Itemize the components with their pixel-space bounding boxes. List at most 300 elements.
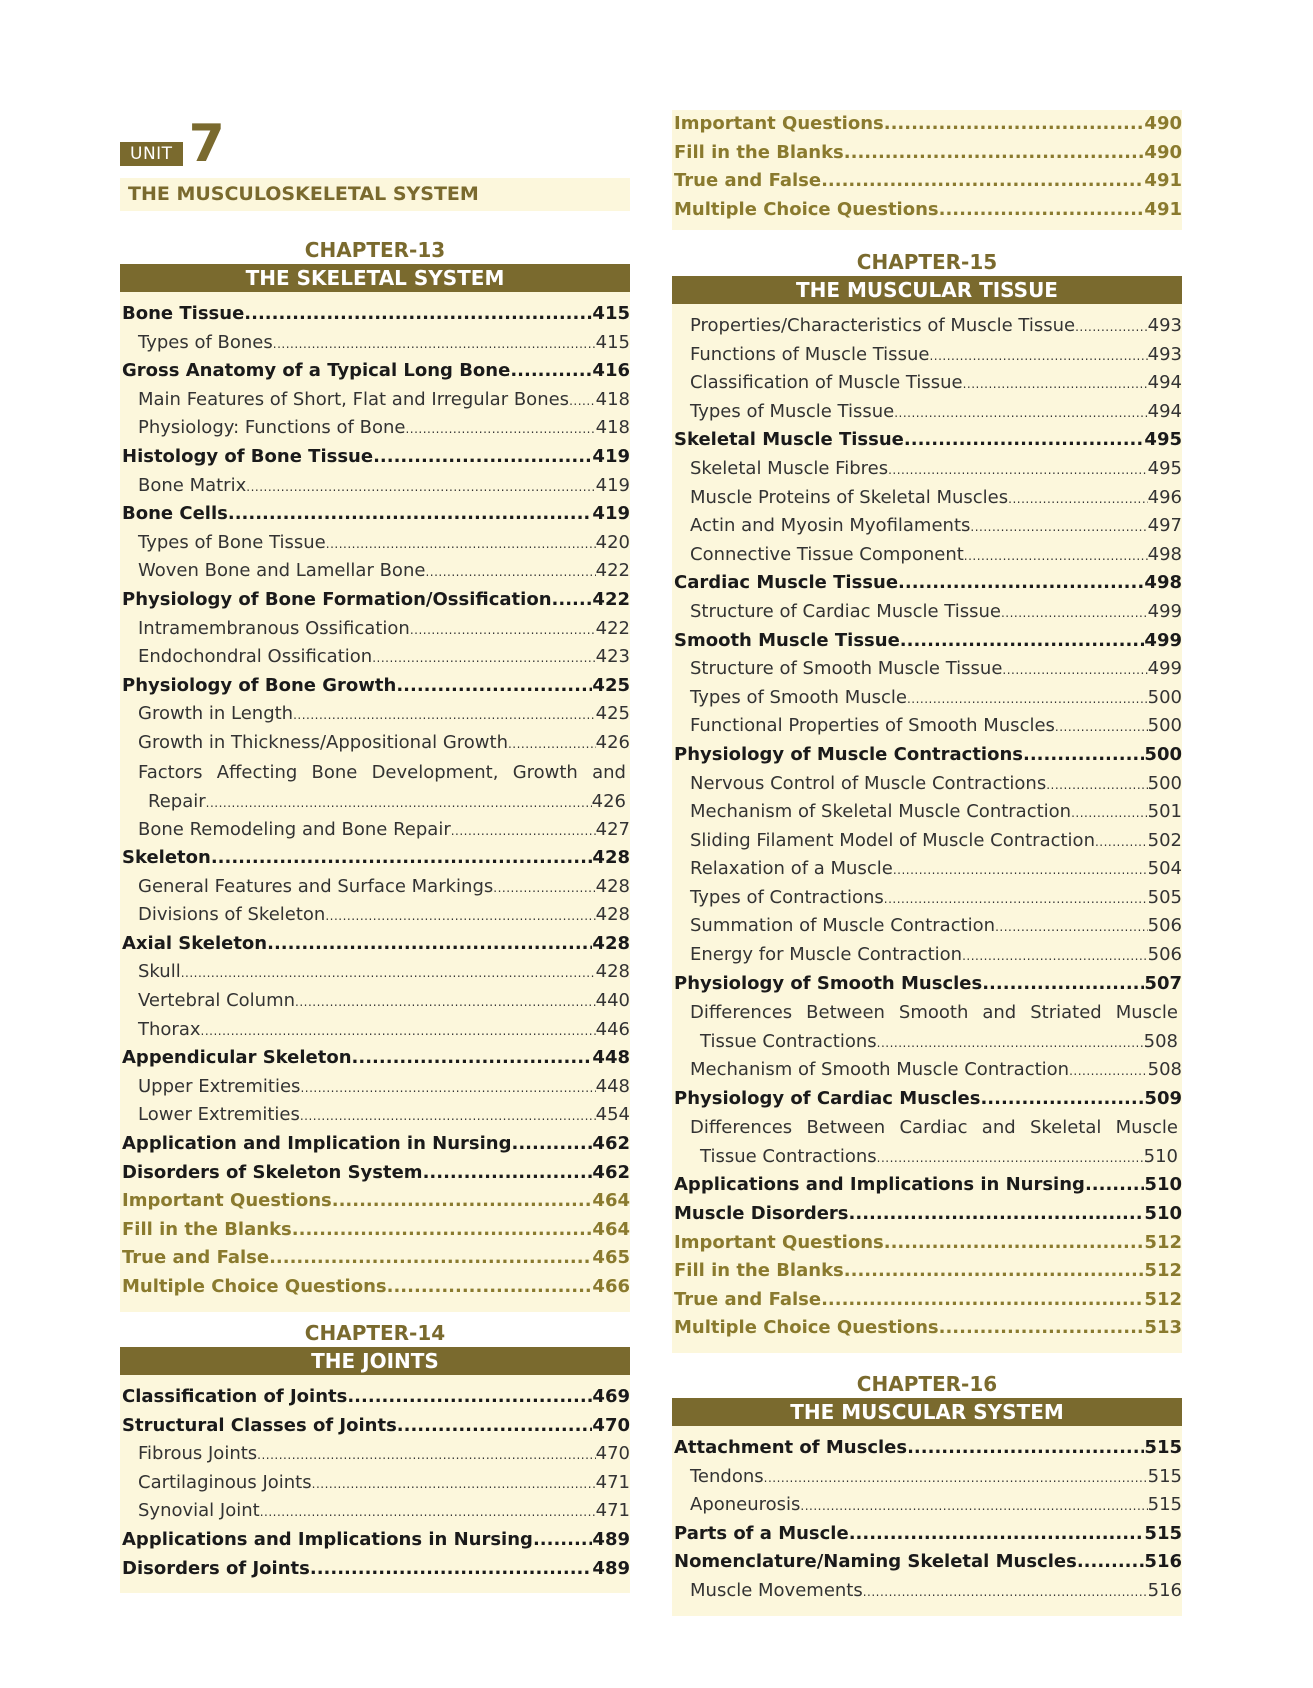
toc-entry-title: Bone Remodeling and Bone Repair [138, 818, 451, 840]
toc-entry[interactable] [672, 684, 1182, 713]
toc-entry[interactable] [120, 1412, 630, 1441]
toc-entry[interactable] [672, 1056, 1182, 1085]
toc-entry-title: Vertebral Column [138, 990, 296, 1012]
toc-entry-title: Nomenclature/Naming Skeletal Muscles [674, 1551, 1077, 1573]
toc-entry-wrapped[interactable] [672, 998, 1182, 1056]
dot-leader [863, 1578, 1148, 1606]
toc-entry-title: Disorders of Joints [122, 1557, 310, 1579]
toc-entry[interactable] [672, 341, 1182, 370]
toc-page-number: 464 [592, 1218, 630, 1240]
toc-entry[interactable] [672, 312, 1182, 341]
toc-entry[interactable] [120, 1244, 630, 1273]
toc-entry[interactable] [120, 1044, 630, 1073]
toc-entry-title: Histology of Bone Tissue [122, 445, 374, 467]
toc-entry[interactable] [120, 500, 630, 529]
toc-entry[interactable] [120, 329, 630, 358]
toc-entry[interactable] [120, 643, 630, 672]
dot-leader [884, 1229, 1145, 1258]
dot-leader [800, 1492, 1147, 1520]
chapter-label: CHAPTER-14 [304, 1321, 446, 1345]
toc-entry-title: Main Features of Short, Flat and Irregular Bones [138, 388, 570, 410]
dot-leader [372, 644, 595, 672]
toc-page-number: 489 [592, 1528, 630, 1550]
toc-entry[interactable] [672, 1548, 1182, 1577]
dot-leader [907, 1434, 1144, 1463]
toc-entry-title: Synovial Joint [138, 1500, 260, 1522]
toc-entry-title: Lower Extremities [138, 1104, 300, 1126]
toc-entry-title: Functional Properties of Smooth Muscles [690, 715, 1055, 737]
toc-page-number: 489 [592, 1557, 630, 1579]
toc-entry-wrapped[interactable] [120, 758, 630, 816]
toc-entry-title: True and False [122, 1247, 270, 1269]
toc-entry[interactable] [120, 1159, 630, 1188]
toc-entry[interactable] [672, 712, 1182, 741]
toc-word: Cardiac [899, 1117, 968, 1139]
toc-page-number: 499 [1147, 600, 1182, 622]
toc-entry-title: Parts of a Muscle [674, 1522, 849, 1544]
toc-entry[interactable] [672, 770, 1182, 799]
toc-page-number: 420 [595, 531, 630, 553]
toc-entry[interactable] [672, 798, 1182, 827]
toc-entry[interactable] [120, 930, 630, 959]
dot-leader [1046, 771, 1147, 799]
toc-entry-title: General Features and Surface Markings [138, 875, 494, 897]
toc-entry-title: Relaxation of a Muscle [690, 858, 893, 880]
toc-entry[interactable] [120, 1216, 630, 1245]
toc-entry-title: Types of Contractions [690, 886, 884, 908]
dot-leader [347, 1383, 592, 1412]
toc-page-number: 498 [1144, 572, 1182, 594]
toc-page-number: 428 [592, 847, 630, 869]
dot-leader [300, 1074, 595, 1102]
toc-page-number: 440 [595, 990, 630, 1012]
toc-page-number: 513 [1144, 1317, 1182, 1339]
dot-leader [396, 672, 592, 701]
toc-entry[interactable] [120, 586, 630, 615]
toc-entry-title: Intramembranous Ossification [138, 617, 410, 639]
toc-entry-title: Physiology of Bone Formation/Ossification [122, 588, 552, 610]
toc-word: Bone [311, 761, 358, 783]
toc-entry-title: Types of Smooth Muscle [690, 686, 907, 708]
toc-entry-title: Skeletal Muscle Fibres [690, 457, 889, 479]
toc-entry-title: Physiology of Muscle Contractions [674, 743, 1023, 765]
chapter-14-contents [120, 1375, 630, 1593]
toc-page-number: 416 [592, 360, 630, 382]
toc-entry[interactable] [120, 1187, 630, 1216]
toc-word: Differences [690, 1117, 793, 1139]
toc-entry[interactable] [672, 827, 1182, 856]
toc-page-number: 466 [592, 1276, 630, 1297]
dot-leader [849, 1200, 1145, 1229]
toc-page-number: 465 [592, 1247, 630, 1269]
toc-entry-title: Actin and Myosin Myofilaments [690, 515, 971, 537]
toc-entry-title: Energy for Muscle Contraction [690, 944, 963, 966]
toc-page-number: 428 [595, 875, 630, 897]
dot-leader [292, 1216, 593, 1245]
toc-entry[interactable] [120, 1101, 630, 1130]
toc-entry[interactable] [120, 1497, 630, 1526]
dot-leader [1055, 713, 1148, 741]
dot-leader [325, 902, 595, 930]
toc-entry-title: Muscle Proteins of Skeletal Muscles [690, 486, 1009, 508]
dot-leader [844, 1257, 1145, 1286]
toc-word: Muscle [1115, 1002, 1178, 1024]
toc-entry[interactable] [672, 1577, 1182, 1606]
toc-page-number: 493 [1147, 343, 1182, 365]
chapter-label: CHAPTER-13 [304, 238, 446, 262]
dot-leader [206, 789, 592, 816]
chapter-title: THE MUSCULAR TISSUE [672, 276, 1182, 304]
toc-page-number: 508 [1143, 1031, 1178, 1053]
toc-page-number: 515 [1147, 1494, 1182, 1516]
dot-leader [900, 627, 1145, 656]
toc-entry-title: Classification of Muscle Tissue [690, 372, 963, 394]
toc-entry[interactable] [672, 1520, 1182, 1549]
toc-entry-title: Multiple Choice Questions [674, 198, 939, 220]
toc-entry[interactable] [120, 557, 630, 586]
toc-entry-title: Applications and Implications in Nursing [674, 1174, 1085, 1196]
toc-entry-title-line1 [690, 998, 1178, 1027]
toc-entry-title: Bone Matrix [138, 474, 247, 496]
toc-page-number: 494 [1147, 372, 1182, 394]
toc-page-number: 512 [1144, 1231, 1182, 1253]
dot-leader [1008, 485, 1148, 513]
toc-entry[interactable] [120, 873, 630, 902]
toc-entry[interactable] [120, 1273, 630, 1302]
toc-entry-title: Important Questions [122, 1190, 332, 1212]
toc-entry[interactable] [672, 1463, 1182, 1492]
toc-entry-title: Important Questions [674, 113, 884, 134]
toc-entry[interactable] [120, 672, 630, 701]
toc-word: Between [806, 1117, 886, 1139]
toc-entry[interactable] [672, 1085, 1182, 1114]
toc-word: Striated [1030, 1002, 1102, 1024]
toc-entry[interactable] [672, 426, 1182, 455]
toc-entry-title: Structural Classes of Joints [122, 1414, 397, 1436]
toc-entry-title-line2 [690, 1027, 1178, 1056]
toc-entry-title-line1 [690, 1113, 1178, 1142]
toc-entry-title: Skeleton [122, 847, 211, 869]
toc-word: and [982, 1002, 1017, 1024]
toc-entry[interactable] [120, 958, 630, 987]
toc-entry-title: Mechanism of Smooth Muscle Contraction [690, 1059, 1070, 1081]
toc-entry[interactable] [672, 598, 1182, 627]
unit-title: THE MUSCULOSKELETAL SYSTEM [120, 178, 630, 211]
toc-entry[interactable] [672, 1257, 1182, 1286]
toc-page-number: 512 [1144, 1288, 1182, 1310]
dot-leader [764, 1464, 1148, 1492]
toc-entry-title: Appendicular Skeleton [122, 1047, 352, 1069]
toc-entry[interactable] [672, 855, 1182, 884]
dot-leader [273, 330, 596, 358]
toc-word: Development, [371, 761, 499, 783]
dot-leader [970, 513, 1147, 541]
toc-entry[interactable] [672, 1286, 1182, 1315]
toc-entry-title: Skeletal Muscle Tissue [674, 429, 904, 451]
toc-entry[interactable] [672, 884, 1182, 913]
toc-entry[interactable] [120, 1383, 630, 1412]
dot-leader [877, 1029, 1144, 1056]
toc-word: and [592, 761, 626, 783]
dot-leader [326, 530, 596, 558]
toc-entry[interactable] [120, 1526, 630, 1555]
dot-leader [300, 1102, 596, 1130]
toc-entry-title: Physiology of Bone Growth [122, 674, 397, 696]
toc-entry[interactable] [120, 615, 630, 644]
dot-leader [244, 300, 592, 329]
toc-page-number: 428 [592, 932, 630, 954]
toc-entry[interactable] [672, 196, 1182, 225]
toc-entry-title: Physiology: Functions of Bone [138, 417, 406, 439]
toc-entry[interactable] [120, 443, 630, 472]
dot-leader [963, 370, 1148, 398]
dot-leader [939, 1314, 1145, 1343]
toc-entry-title-line2 [138, 787, 626, 816]
toc-page-number: 415 [592, 303, 630, 324]
dot-leader [821, 167, 1144, 196]
dot-leader [980, 1085, 1144, 1114]
toc-entry-title: Repair [148, 790, 206, 812]
chapter-15-contents [672, 304, 1182, 1353]
toc-entry-title: Smooth Muscle Tissue [674, 629, 900, 651]
dot-leader [939, 196, 1145, 225]
toc-entry[interactable] [120, 987, 630, 1016]
toc-word: Affecting [216, 761, 298, 783]
dot-leader [1002, 656, 1147, 684]
dot-leader [410, 616, 596, 644]
toc-entry-title: Types of Bone Tissue [138, 531, 326, 553]
dot-leader [397, 1412, 593, 1441]
toc-entry-title: Applications and Implications in Nursing [122, 1528, 533, 1550]
toc-entry-title: Bone Cells [122, 503, 228, 525]
dot-leader [201, 1017, 596, 1045]
toc-entry-wrapped[interactable] [672, 1113, 1182, 1171]
toc-entry[interactable] [120, 816, 630, 845]
toc-word: Smooth [898, 1002, 969, 1024]
toc-page-number: 495 [1147, 457, 1182, 479]
toc-page-number: 508 [1147, 1059, 1182, 1081]
toc-entry[interactable] [672, 455, 1182, 484]
toc-entry[interactable] [672, 484, 1182, 513]
toc-entry[interactable] [672, 541, 1182, 570]
toc-entry[interactable] [120, 300, 630, 329]
dot-leader [849, 1520, 1145, 1549]
dot-leader [246, 473, 595, 501]
toc-page-number: 516 [1144, 1551, 1182, 1573]
toc-entry[interactable] [120, 700, 630, 729]
chapter-label: CHAPTER-16 [856, 1372, 998, 1396]
toc-entry-title: Divisions of Skeleton [138, 904, 326, 926]
dot-leader [260, 1498, 596, 1526]
dot-leader [1001, 599, 1148, 627]
toc-entry[interactable] [120, 414, 630, 443]
toc-entry[interactable] [672, 1434, 1182, 1463]
toc-page-number: 448 [595, 1075, 630, 1097]
toc-entry-title: Connective Tissue Component [690, 543, 964, 565]
toc-entry-title: Tissue Contractions [700, 1031, 877, 1053]
dot-leader [907, 685, 1148, 713]
dot-leader [423, 1159, 593, 1188]
toc-entry-title: Attachment of Muscles [674, 1437, 908, 1458]
dot-leader [312, 1470, 596, 1498]
toc-entry-title: Woven Bone and Lamellar Bone [138, 560, 426, 582]
toc-entry[interactable] [672, 655, 1182, 684]
dot-leader [332, 1187, 593, 1216]
dot-leader [512, 1130, 593, 1159]
toc-page-number: 464 [592, 1190, 630, 1212]
toc-page-number: 471 [595, 1500, 630, 1522]
toc-entry[interactable] [120, 1555, 630, 1584]
toc-page-number: 509 [1144, 1087, 1182, 1109]
dot-leader [211, 844, 593, 873]
dot-leader [844, 139, 1145, 168]
toc-page-number: 423 [595, 646, 630, 668]
toc-entry[interactable] [120, 529, 630, 558]
toc-entry[interactable] [672, 1314, 1182, 1343]
toc-page-number: 515 [1147, 1465, 1182, 1487]
dot-leader [387, 1273, 593, 1302]
dot-leader [894, 399, 1147, 427]
toc-entry-title: Muscle Disorders [674, 1203, 849, 1225]
dot-leader [904, 426, 1145, 455]
toc-entry[interactable] [120, 1440, 630, 1469]
toc-word: Differences [690, 1002, 793, 1024]
toc-page-number: 510 [1144, 1203, 1182, 1225]
toc-page-number: 507 [1144, 972, 1182, 994]
toc-page-number: 502 [1147, 829, 1182, 851]
toc-page-number: 422 [595, 560, 630, 582]
toc-entry[interactable] [672, 741, 1182, 770]
toc-entry-title: Axial Skeleton [122, 932, 268, 954]
toc-entry-title: Bone Tissue [122, 303, 245, 324]
toc-entry-title: Summation of Muscle Contraction [690, 915, 996, 937]
dot-leader [293, 701, 596, 729]
toc-entry[interactable] [672, 398, 1182, 427]
toc-entry[interactable] [120, 472, 630, 501]
toc-word: Skeletal [1029, 1117, 1102, 1139]
dot-leader [267, 930, 592, 959]
toc-page-number: 462 [592, 1161, 630, 1183]
toc-entry[interactable] [120, 729, 630, 758]
toc-page-number: 500 [1147, 772, 1182, 794]
toc-entry-title: Structure of Smooth Muscle Tissue [690, 658, 1003, 680]
toc-page-number: 470 [595, 1443, 630, 1465]
toc-entry[interactable] [672, 912, 1182, 941]
toc-entry[interactable] [672, 1491, 1182, 1520]
toc-entry-title: Fibrous Joints [138, 1443, 258, 1465]
toc-word: Growth [512, 761, 578, 783]
dot-leader [884, 885, 1148, 913]
dot-leader [1077, 1548, 1145, 1577]
dot-leader [964, 542, 1148, 570]
chapter-15 [672, 248, 1182, 1353]
toc-entry-title: Functions of Muscle Tissue [690, 343, 930, 365]
toc-page-number: 501 [1147, 801, 1182, 823]
toc-entry[interactable] [672, 512, 1182, 541]
toc-entry-title: Classification of Joints [122, 1386, 348, 1407]
dot-leader [884, 110, 1145, 139]
toc-entry[interactable] [120, 357, 630, 386]
toc-entry[interactable] [672, 970, 1182, 999]
toc-page-number: 425 [595, 703, 630, 725]
toc-page-number: 490 [1144, 113, 1182, 134]
toc-entry[interactable] [672, 139, 1182, 168]
toc-page-number: 510 [1143, 1146, 1178, 1168]
toc-page-number: 490 [1144, 141, 1182, 163]
toc-entry-title: Nervous Control of Muscle Contractions [690, 772, 1047, 794]
toc-entry[interactable] [120, 844, 630, 873]
dot-leader [310, 1555, 593, 1584]
toc-page-number: 515 [1144, 1437, 1182, 1458]
unit-number: 7 [188, 114, 225, 174]
toc-entry-title: Application and Implication in Nursing [122, 1133, 512, 1155]
chapter-title: THE JOINTS [120, 1347, 630, 1375]
toc-entry[interactable] [120, 901, 630, 930]
toc-entry-title: Fill in the Blanks [674, 141, 844, 163]
dot-leader [962, 942, 1148, 970]
chapter-13 [120, 236, 630, 1312]
toc-entry[interactable] [672, 1229, 1182, 1258]
toc-entry-title: Disorders of Skeleton System [122, 1161, 423, 1183]
toc-entry-title: Upper Extremities [138, 1075, 301, 1097]
dot-leader [510, 357, 592, 386]
toc-entry[interactable] [672, 1171, 1182, 1200]
toc-entry[interactable] [120, 1016, 630, 1045]
chapter-16-contents [672, 1426, 1182, 1616]
dot-leader [508, 730, 596, 758]
unit-heading [120, 114, 225, 174]
toc-entry[interactable] [672, 941, 1182, 970]
dot-leader [995, 913, 1148, 941]
toc-page-number: 415 [595, 331, 630, 353]
toc-entry-title: Endochondral Ossification [138, 646, 373, 668]
toc-entry[interactable] [672, 167, 1182, 196]
toc-entry[interactable] [672, 369, 1182, 398]
toc-page-number: 462 [592, 1133, 630, 1155]
dot-leader [493, 874, 595, 902]
toc-entry[interactable] [672, 569, 1182, 598]
toc-page-number: 506 [1147, 915, 1182, 937]
toc-entry[interactable] [120, 1469, 630, 1498]
toc-page-number: 427 [595, 818, 630, 840]
toc-entry[interactable] [120, 1073, 630, 1102]
chapter-14 [120, 1319, 630, 1593]
toc-word: Between [806, 1002, 885, 1024]
dot-leader [1069, 1057, 1148, 1085]
toc-page-number: 491 [1144, 170, 1182, 192]
chapter-title: THE MUSCULAR SYSTEM [672, 1398, 1182, 1426]
toc-page-number: 426 [591, 790, 626, 812]
toc-entry-title: Important Questions [674, 1231, 884, 1253]
toc-page-number: 494 [1147, 400, 1182, 422]
toc-entry[interactable] [672, 1200, 1182, 1229]
toc-entry-title: Growth in Thickness/Appositional Growth [138, 731, 508, 753]
dot-leader [821, 1286, 1144, 1315]
toc-entry-title-line1 [138, 758, 626, 787]
toc-entry[interactable] [672, 110, 1182, 139]
toc-page-number: 516 [1147, 1579, 1182, 1601]
toc-entry-title: Muscle Movements [690, 1579, 863, 1601]
toc-page-number: 495 [1144, 429, 1182, 451]
toc-page-number: 496 [1147, 486, 1182, 508]
toc-entry-title: True and False [674, 170, 822, 192]
toc-entry-title: Structure of Cardiac Muscle Tissue [690, 600, 1001, 622]
toc-page-number: 419 [592, 503, 630, 525]
toc-entry[interactable] [120, 1130, 630, 1159]
toc-entry[interactable] [120, 386, 630, 415]
toc-entry[interactable] [672, 627, 1182, 656]
toc-page-number: 499 [1147, 658, 1182, 680]
